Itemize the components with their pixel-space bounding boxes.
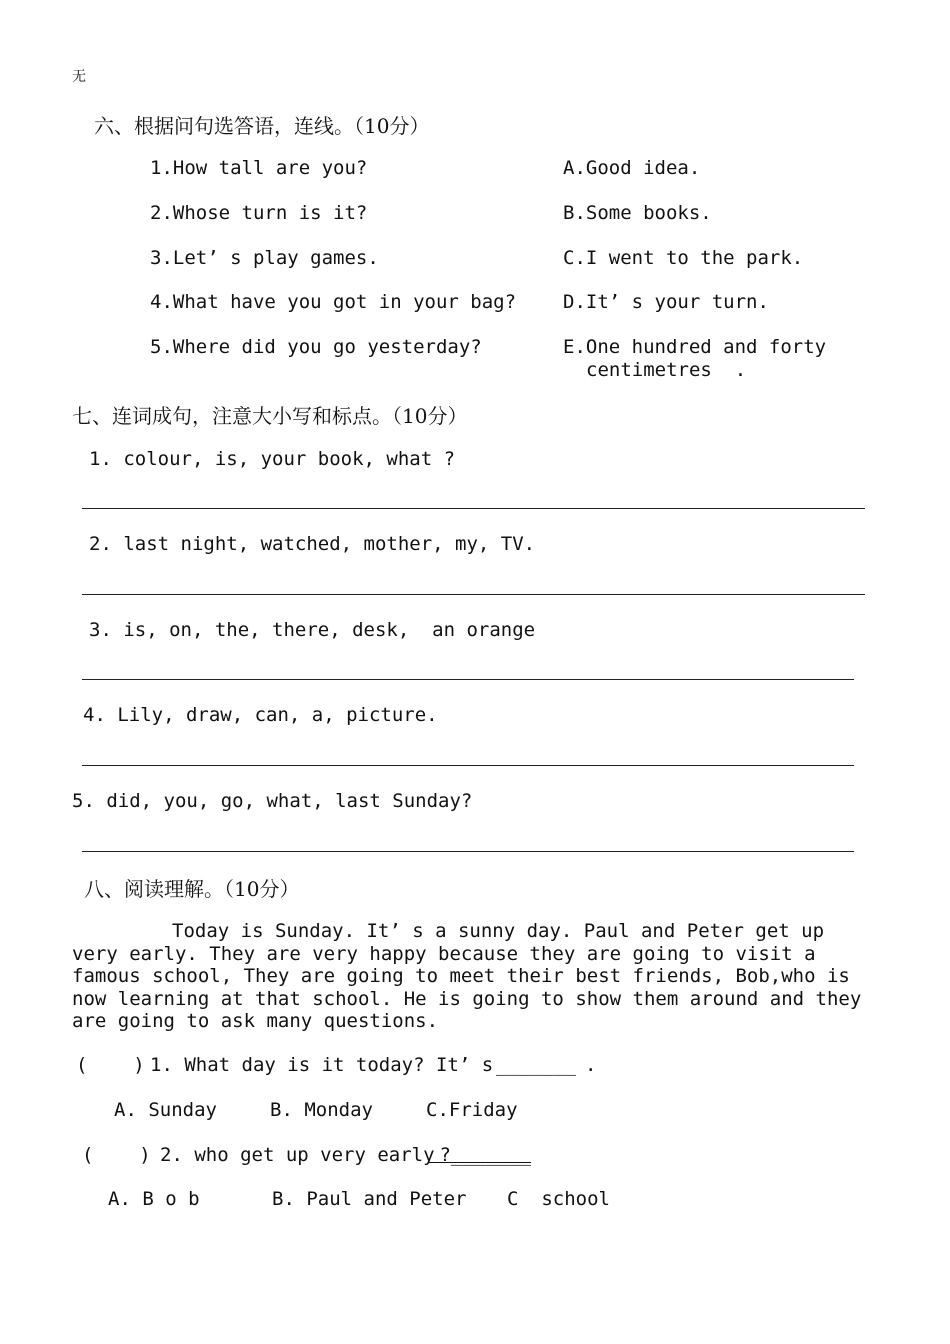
q1-end: .	[585, 1054, 597, 1076]
section6-answer-e: E.One hundred and forty	[563, 336, 827, 358]
answer-line-1[interactable]	[82, 508, 865, 509]
answer-line-5[interactable]	[82, 851, 854, 852]
section6-answer-c: C.I went to the park.	[563, 247, 804, 269]
section7-item-1: 1. colour, is, your book, what ?	[89, 448, 456, 470]
section6-answer-d: D.It’ s your turn.	[563, 291, 769, 313]
section6-answer-b: B.Some books.	[563, 202, 712, 224]
section6-question-4: 4.What have you got in your bag?	[150, 291, 517, 313]
answer-line-3[interactable]	[82, 679, 854, 680]
header-mark: 无	[72, 69, 86, 85]
answer-line-2[interactable]	[82, 594, 865, 595]
q2-text: 2. who get up very early	[160, 1144, 435, 1166]
q1-blank: _______	[496, 1054, 577, 1076]
section6-question-5: 5.Where did you go yesterday?	[150, 336, 482, 358]
q1-text: 1. What day is it today? It’ s	[150, 1054, 494, 1076]
section7-title: 七、连词成句，注意大小写和标点。（10分）	[72, 404, 468, 428]
section6-question-1: 1.How tall are you?	[150, 157, 368, 179]
section6-answer-e-continued: centimetres .	[586, 359, 747, 381]
section6-title: 六、根据问句选答语，连线。（10分）	[94, 114, 430, 138]
q2-option-b: B. Paul and Peter	[272, 1188, 467, 1210]
q1-option-b: B. Monday	[270, 1099, 373, 1121]
section6-question-2: 2.Whose turn is it?	[150, 202, 368, 224]
reading-passage: Today is Sunday. It’ s a sunny day. Paul and Peter get up very early. They are very happy because they are going to visit a famous school, They are going to meet their best friends, Bob,who is now learning at that school. He is going to show them around and they are going to ask many questions.	[72, 920, 862, 1032]
section7-item-5: 5. did, you, go, what, last Sunday?	[72, 790, 473, 812]
q2-option-c: C school	[507, 1188, 610, 1210]
q2-option-a: A. B o b	[108, 1188, 200, 1210]
section8-title: 八、阅读理解。（10分）	[84, 877, 300, 901]
q1-answer-bracket[interactable]: ( )	[76, 1054, 145, 1076]
section7-item-3: 3. is, on, the, there, desk, an orange	[89, 619, 536, 641]
section6-question-3: 3.Let’ s play games.	[150, 247, 379, 269]
section7-item-4: 4. Lily, draw, can, a, picture.	[83, 704, 438, 726]
section6-answer-a: A.Good idea.	[563, 157, 701, 179]
q2-blank: ?_______	[428, 1144, 531, 1166]
q1-option-a: A. Sunday	[114, 1099, 217, 1121]
q1-option-c: C.Friday	[426, 1099, 518, 1121]
q2-answer-bracket[interactable]: ( )	[82, 1144, 151, 1166]
answer-line-4[interactable]	[82, 765, 854, 766]
section7-item-2: 2. last night, watched, mother, my, TV.	[89, 533, 536, 555]
